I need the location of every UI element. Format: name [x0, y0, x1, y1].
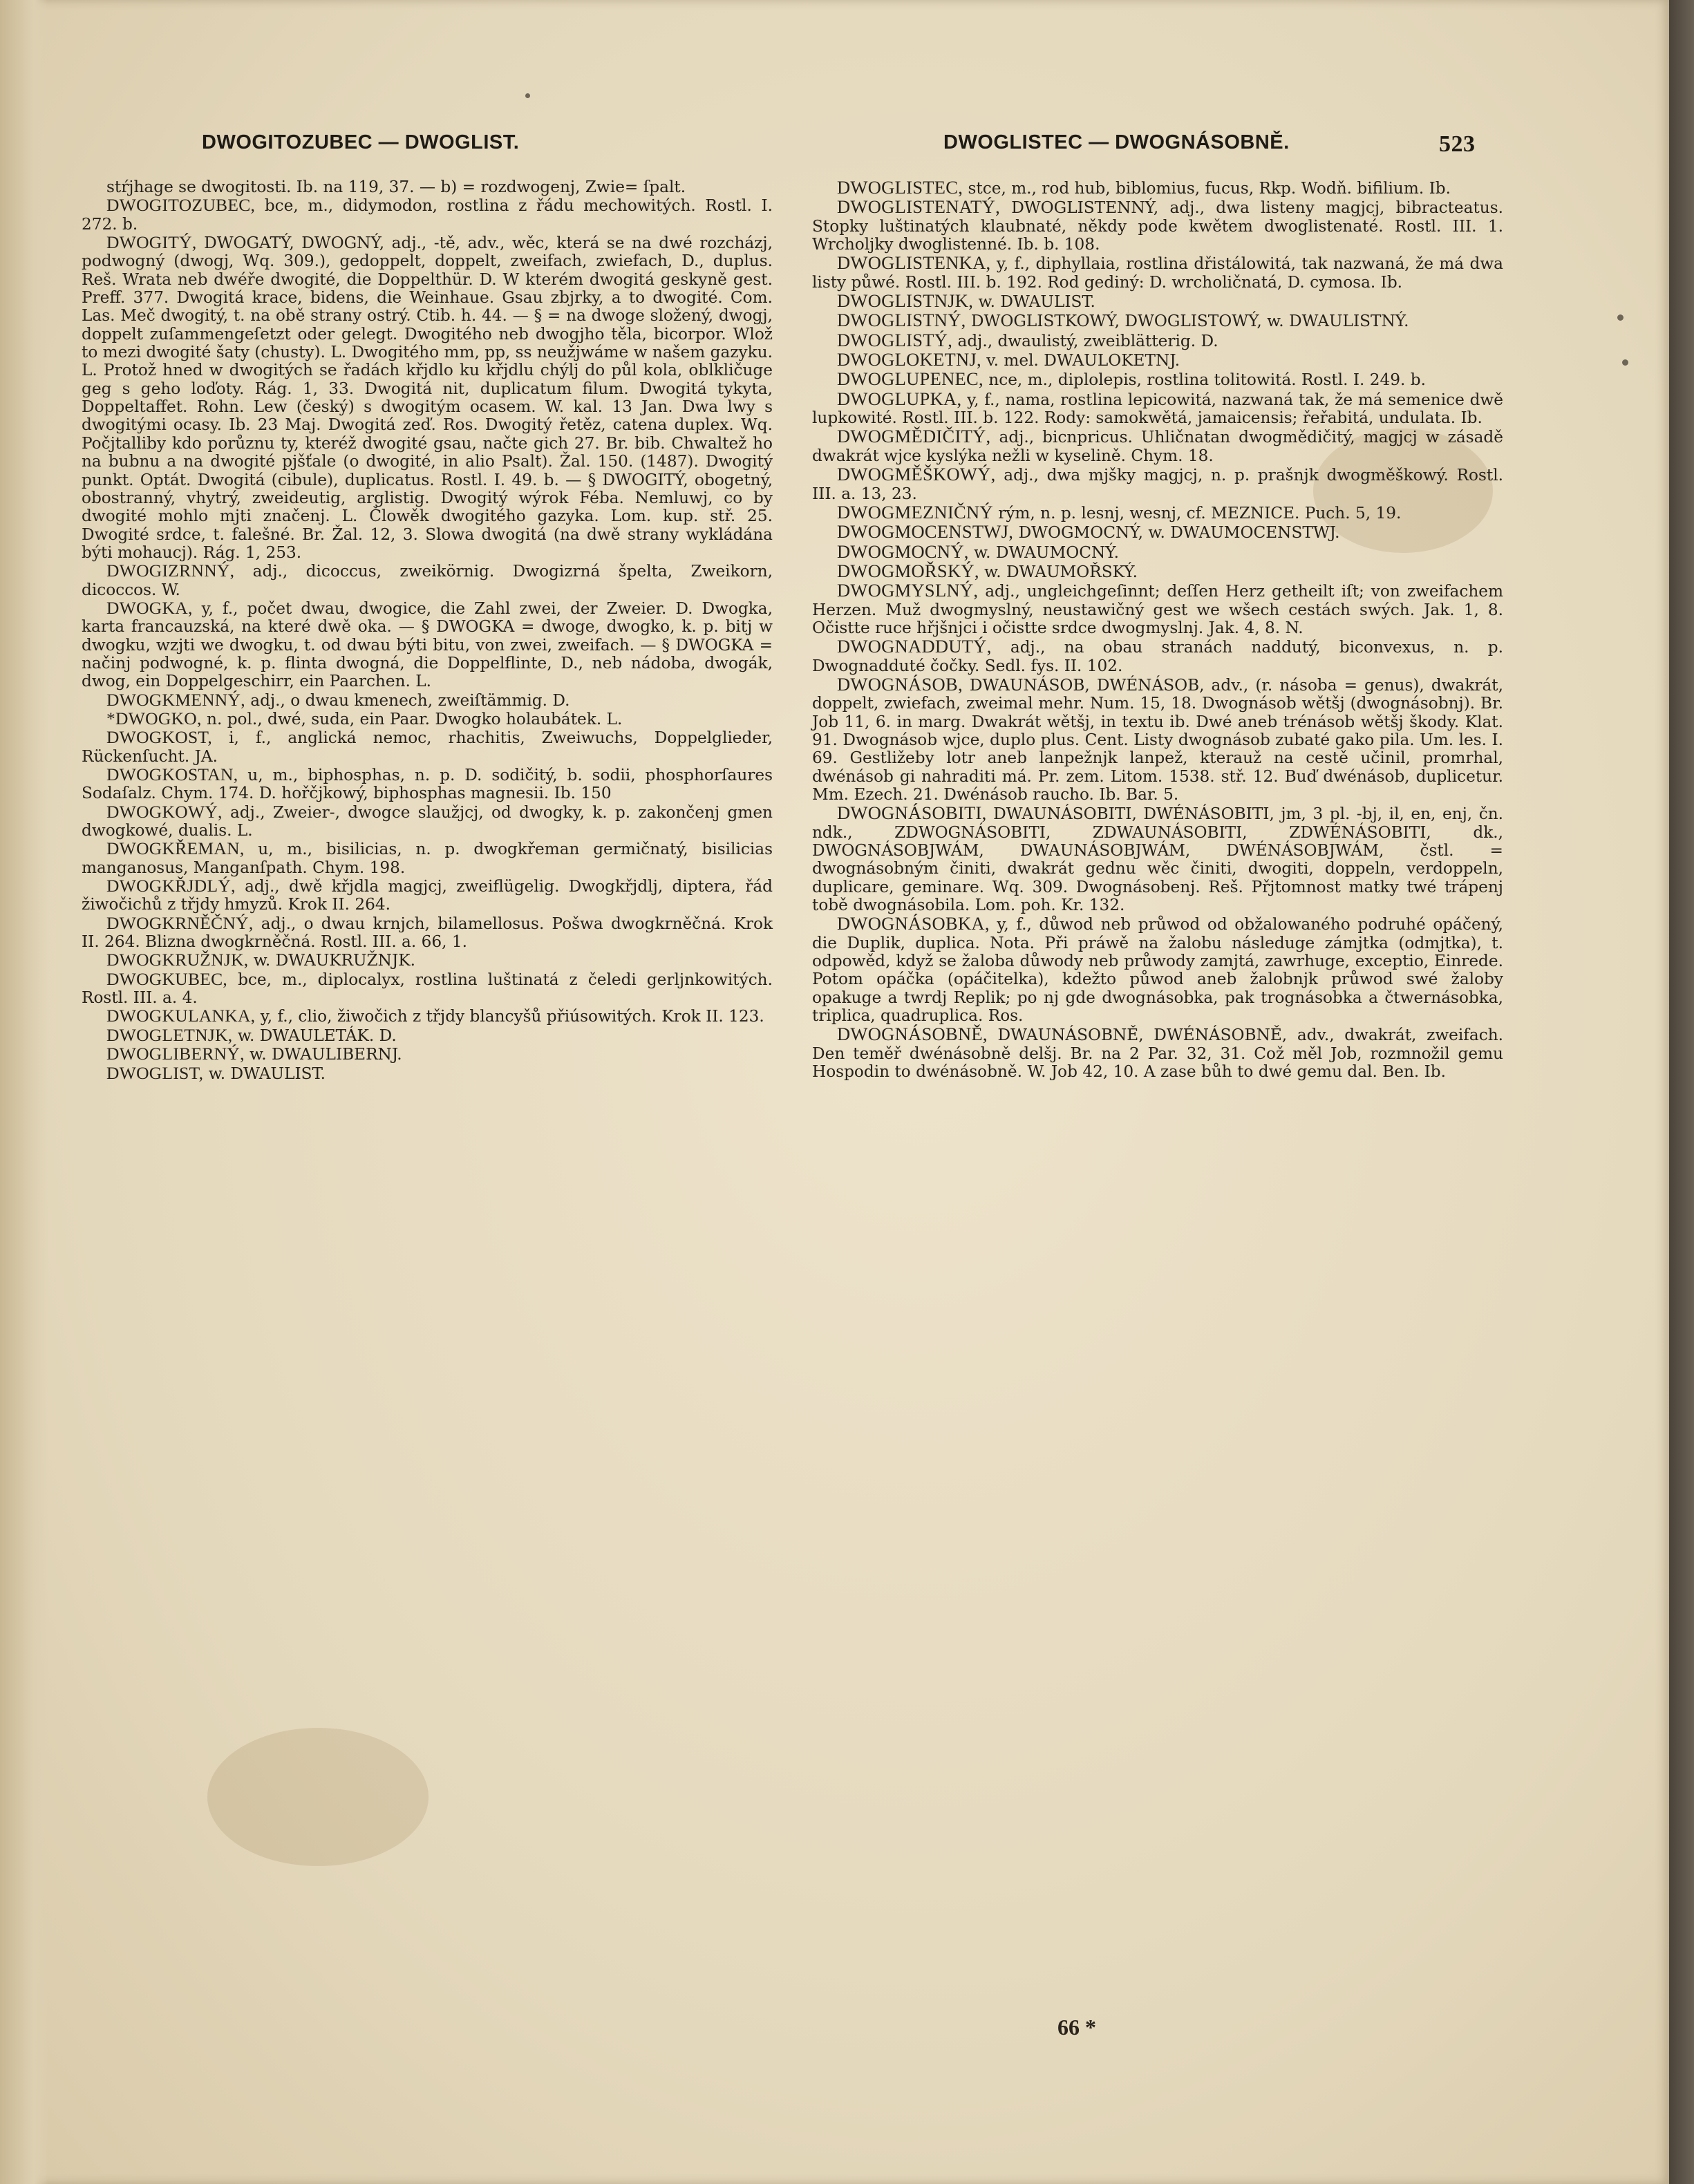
entry-text: DWOGATÝ, DWOGNÝ, adj., -tě, adv., wěc, která se na dwé rozcházj, podwogný (dwogj, Wq. 309.), gedoppelt, doppelt, zweifach, zwiefach, D., duplus. Reš. Wrata neb dwéře dwogité, die Doppelthür. D. W kterém dwogitá geskyně gest. Preff. 377. Dwogitá krace, bidens, die Weinhaue. Gsau zbjrky, a to dwogité. Com. Las. Meč dwogitý, t. na obě strany ostrý. Ctib. h. 44. — § = na dwoge složený, dwogj, doppelt zuſammengeſetzt oder gelegt. Dwogitého neb dwogjho těla, bicorpor. Wlož to mezi dwogité šaty (chusty). L. Dwogitého mm, pp, ss neužjwáme w našem gazyku. L. Protož hned w dwogitých se řadách křjdlo ku křjdlu chýlj do půl kola, oblkličuge geg s geho loďoty. Rág. 1, 33. Dwogitá nit, duplicatum filum. Dwogitá tykyta, Doppeltaffet. Rohn. Lew (český) s dwogitým ocasem. W. kal. 13 Jan. Dwa lwy s dwogitými ocasy. Ib. 23 Maj. Dwogitá zeď. Ros. Dwogitý řetěz, catena duplex. Wq. Počjtalliby kdo porůznu ty, kteréž dwogité gsau, načte gich 27. Br. bib. Chwaltež ho na bubnu a na dwogité pjšťale (o dwogité, in alio Psalt). Žal. 150. (1487). Dwogitý punkt. Optát. Dwogitá (cibule), duplicatus. Rostl. I. 49. b. — § DWOGITÝ, obogetný, obostranný, vhytrý, zweideutig, arglistig. Dwogitý wýrok Féba. Nemluwj, co by dwogité mohlo mjti značenj. L. Člowěk dwogitého gazyka. Lom. kup. stř. 25. Dwogité srdce, t. falešné. Br. Žal. 12, 3. Slowa dwogitá (na dwě strany wykládána býti mohaucj). Rág. 1, 253.: [82, 234, 773, 562]
entry-text: DWOGMOCNÝ, w. DWAUMOCENSTWJ.: [1013, 523, 1340, 543]
entry-text: nce, m., diplolepis, rostlina tolitowitá. Rostl. I. 249. b.: [983, 370, 1426, 390]
entry-text: DWOGLISTKOWÝ, DWOGLISTOWÝ, w. DWAULISTNÝ.: [966, 312, 1409, 331]
dictionary-entry: [82, 970, 773, 1008]
headword: DWOGITOZUBEC,: [106, 195, 256, 216]
binding-gutter: [0, 0, 48, 2184]
dictionary-entry: [812, 523, 1503, 542]
entry-text: DWAUNÁSOB, DWÉNÁSOB, adv., (r. násoba = genus), dwakrát, doppelt, zwiefach, zweimal mehr. Num. 15, 18. Dwognásob wětšj (dwognásobnj). Br. Job 11, 6. in marg. Dwakrát wětšj, in textu ib. Dwé aneb trénásob wětšj škody. Klat. 91. Dwognásob wjce, duplo plus. Cent. Listy dwognásob zubaté gako pila. Um. les. I. 69. Gestližeby lotr aneb lanpežnjk lanpež, kterauž na cestě učinil, promrhal, dwénásob gi nahraditi má. Pr. zem. Litom. 1538. stř. 12. Buď dwénásob, duplicetur. Mm. Ezech. 21. Dwénásob raucho. Ib. Bar. 5.: [812, 675, 1503, 804]
entry-text: DWAUNÁSOBNĚ, DWÉNÁSOBNĚ, adv., dwakrát, zweifach. Den teměř dwénásobně delšj. Br. na 2 Par. 32, 31. Což měl Job, rozmnožil gemu Hospodin to dwénásobně. W. Job 42, 10. A zase bůh to dwé gemu dal. Ben. Ib.: [812, 1026, 1503, 1082]
running-header-left: DWOGITOZUBEC — DWOGLIST.: [202, 131, 520, 153]
dictionary-entry: [812, 562, 1503, 581]
dictionary-entry: [82, 914, 773, 952]
paper-speck: [1622, 359, 1628, 366]
entry-text: w. DWAUKRUŽNJK.: [248, 951, 415, 970]
entry-text: w. DWAULIBERNJ.: [244, 1045, 402, 1064]
entry-text: n. pol., dwé, suda, ein Paar. Dwogko holaubátek. L.: [201, 709, 623, 728]
headword: DWOGNÁSOB,: [837, 673, 963, 695]
entry-text: i, f., anglická nemoc, rhachitis, Zweiwuchs, Doppelglieder, Rückenſucht. JA.: [82, 728, 773, 766]
headword: DWOGLOKETNJ,: [837, 349, 981, 370]
dictionary-entry: [812, 581, 1503, 637]
headword: DWOGMEZNIČNÝ: [837, 501, 993, 523]
paper-stain: [207, 1728, 429, 1866]
entry-text: stce, m., rod hub, biblomius, fucus, Rkp. Wodň. bifilium. Ib.: [963, 179, 1451, 198]
headword: DWOGNADDUTÝ,: [837, 636, 992, 657]
headword: DWOGLISTENKA,: [837, 252, 991, 274]
dictionary-entry: [82, 691, 773, 710]
headword: *DWOGKO,: [106, 708, 202, 728]
headword: DWOGLIBERNÝ,: [106, 1044, 245, 1064]
signature-mark: 66 *: [1057, 2015, 1096, 2040]
dictionary-entry: [82, 196, 773, 234]
headword: DWOGKOSTAN,: [106, 764, 238, 784]
right-column: [812, 178, 1503, 1082]
dictionary-entry: [82, 877, 773, 914]
headword: DWOGMOŘSKÝ,: [837, 560, 979, 581]
headword: DWOGKA,: [106, 597, 193, 618]
headword: DWOGKRNĚČNÝ,: [106, 912, 254, 933]
entry-text: u, m., biphosphas, n. p. D. sodičitý, b. sodii, phosphorſaures Sodaſalz. Chym. 174. D. hořčjkowý, biphosphas magnesii. Ib. 150: [82, 766, 773, 803]
entry-text: u, m., bisilicias, n. p. dwogkřeman germičnatý, bisilicias manganosus, Manganſpath. Chym. 198.: [82, 840, 773, 877]
dictionary-entry: [812, 331, 1503, 350]
entry-text: DWOGLISTENNÝ, adj., dwa listeny magjcj, bibracteatus. Stopky luštinatých klaubnaté, někdy pode kwětem dwoglistenaté. Rostl. III. 1. Wrcholjky dwoglistenné. Ib. b. 108.: [812, 198, 1503, 254]
paper-speck: [1617, 314, 1624, 321]
entry-text: adj., o dwau kmenech, zweiſtämmig. D.: [245, 690, 570, 710]
dictionary-entry: [812, 675, 1503, 804]
headword: DWOGLETNJK,: [106, 1024, 233, 1045]
dictionary-entry: [82, 599, 773, 691]
headword: DWOGLUPKA,: [837, 388, 962, 409]
entry-text: y, f., důwod neb průwod od obžalowaného podruhé opáčený, die Duplik, duplica. Nota. Při práwě na žalobu následuge zámjtka (odmjtka), t. odpowěd, když se žaloba důwody neb průwody zamjtá, zawrhuge, exceptio, Einrede. Potom opáčka (opáčitelka), kdežto půwod aneb žalobnjk průwod swé žaloby opakuge a twrdj Replik; po nj gde dwognásobka, pak trognásobka a čtwernásobka, triplica, quadruplica. Ros.: [812, 915, 1503, 1026]
entry-text: w. DWAULETÁK. D.: [232, 1026, 397, 1045]
headword: DWOGKULANKA,: [106, 1006, 256, 1026]
dictionary-entry: [812, 804, 1503, 914]
entry-text: w. DWAUMOŘSKÝ.: [979, 562, 1138, 581]
dictionary-entry: [82, 1064, 773, 1083]
headword: DWOGKRUŽNJK,: [106, 950, 249, 970]
dictionary-entry: [82, 234, 773, 562]
dictionary-entry: [812, 350, 1503, 370]
headword: DWOGKŘEMAN,: [106, 838, 245, 859]
headword: DWOGNÁSOBITI,: [837, 802, 987, 824]
running-header-right: DWOGLISTEC — DWOGNÁSOBNĚ.: [943, 131, 1290, 153]
headword: DWOGKMENNÝ,: [106, 689, 245, 710]
headword: DWOGNÁSOBKA,: [837, 913, 990, 934]
dictionary-entry: [82, 1026, 773, 1045]
entry-text: stŕjhage se dwogitosti. Ib. na 119, 37. — b) = rozdwogenj, Zwie= ſpalt.: [106, 178, 686, 196]
headword: DWOGLIST,: [106, 1062, 204, 1083]
entry-text: w. DWAULIST.: [973, 292, 1095, 312]
dictionary-entry: [82, 803, 773, 840]
dictionary-entry: [82, 1045, 773, 1064]
dictionary-entry: [82, 951, 773, 970]
entry-text: adj., dwaulistý, zweiblätterig. D.: [952, 331, 1218, 350]
left-column: [82, 178, 773, 1083]
dictionary-entry: [812, 178, 1503, 198]
entry-text: v. mel. DWAULOKETNJ.: [981, 351, 1180, 370]
dictionary-entry: [82, 562, 773, 599]
dictionary-entry: [812, 1025, 1503, 1081]
entry-text: adj., dicoccus, zweikörnig. Dwogizrná špelta, Zweikorn, dicoccos. W.: [82, 562, 773, 599]
headword: DWOGKOST,: [106, 727, 213, 748]
entry-text: bce, m., didymodon, rostlina z řádu mechowitých. Rostl. I. 272. b.: [82, 196, 773, 234]
headword: DWOGITÝ,: [106, 232, 197, 253]
headword: DWOGNÁSOBNĚ,: [837, 1024, 988, 1045]
page-number: 523: [1439, 131, 1476, 157]
headword: DWOGMĚŠKOWÝ,: [837, 464, 996, 485]
headword: DWOGKŘJDLÝ,: [106, 876, 236, 896]
entry-text: adj., dwa mjšky magjcj, n. p. prašnjk dwogměškowý. Rostl. III. a. 13, 23.: [812, 466, 1503, 503]
dictionary-entry: [812, 311, 1503, 330]
headword: DWOGLISTNJK,: [837, 290, 974, 312]
dictionary-entry: [812, 503, 1503, 523]
dictionary-entry: [812, 637, 1503, 675]
dictionary-entry: [812, 427, 1503, 465]
dictionary-entry: [82, 710, 773, 728]
headword: DWOGMĚDIČITÝ,: [837, 426, 991, 447]
headword: DWOGKUBEC,: [106, 968, 228, 989]
entry-text: adj., Zweier-, dwogce slaužjcj, od dwogky, k. p. zakončenj gmen dwogkowé, dualis. L.: [82, 802, 773, 840]
headword: DWOGLISTÝ,: [837, 329, 953, 350]
entry-text: y, f., clio, žiwočich z třjdy blancyšů přiúsowitých. Krok II. 123.: [255, 1007, 764, 1026]
entry-text: y, f., nama, rostlina lepicowitá, nazwaná tak, že má semenice dwě lupkowité. Rostl. III. b. 122. Rody: samokwětá, jamaicensis; řeřabitá, undulata. Ib.: [812, 390, 1503, 428]
headword: DWOGMOCNÝ,: [837, 540, 969, 562]
dictionary-entry: [812, 198, 1503, 254]
dictionary-entry: [812, 540, 1503, 562]
entry-text: adj., dwě křjdla magjcj, zweiflügelig. Dwogkřjdlj, diptera, řád žiwočichů z třjdy hmyzů. Krok II. 264.: [82, 877, 773, 914]
entry-text: w. DWAULIST.: [203, 1064, 326, 1083]
entry-text: DWAUNÁSOBITI, DWÉNÁSOBITI, jm, 3 pl. -bj, il, en, enj, čn. ndk., ZDWOGNÁSOBITI, ZDWAUNÁSOBITI, ZDWÉNÁSOBITI, dk., DWOGNÁSOBJWÁM, DWAUNÁSOBJWÁM, DWÉNÁSOBJWÁM, čstl. = dwognásobným činiti, dwakrát gednu wěc činiti, dwogiti, doppeln, verdoppeln, duplicare, geminare. Wq. 309. Dwognásobenj. Reš. Přjtomnost matky twé trápenj tobě dwognásobila. Lom. poh. Kr. 132.: [812, 804, 1503, 915]
headword: DWOGLISTNÝ,: [837, 310, 966, 331]
headword: DWOGMYSLNÝ,: [837, 580, 979, 601]
paper-speck: [525, 93, 530, 98]
headword: DWOGIZRNNÝ,: [106, 561, 235, 581]
entry-text: y, f., diphyllaia, rostlina dřistálowitá, tak nazwaná, že má dwa listy půwé. Rostl. III. b. 192. Rod gediný: D. wrcholičnatá, D. cymosa. Ib.: [812, 254, 1503, 292]
dictionary-entry: [812, 254, 1503, 292]
entry-text: adj., na obau stranách naddutý, biconvexus, n. p. Dwognadduté čočky. Sedl. fys. II. 102.: [812, 638, 1503, 675]
headword: DWOGMOCENSTWJ,: [837, 521, 1014, 543]
entry-text: adj., o dwau krnjch, bilamellosus. Pošwa dwogkrněčná. Krok II. 264. Blizna dwogkrněčná. Rostl. III. a. 66, 1.: [82, 914, 773, 952]
headword: DWOGKOWÝ,: [106, 801, 223, 822]
dictionary-entry: [812, 292, 1503, 311]
headword: DWOGLISTENATÝ,: [837, 196, 1001, 218]
entry-text: w. DWAUMOCNÝ.: [968, 543, 1119, 562]
dictionary-entry: [82, 1007, 773, 1026]
headword: DWOGLUPENEC,: [837, 368, 984, 390]
entry-text: bce, m., diplocalyx, rostlina luštinatá z čeledi gerljnkowitých. Rostl. III. a. 4.: [82, 970, 773, 1008]
dictionary-entry: [82, 728, 773, 766]
dictionary-entry: [812, 370, 1503, 389]
dictionary-entry: [812, 465, 1503, 503]
entry-text: rým, n. p. lesnj, wesnj, cf. MEZNICE. Puch. 5, 19.: [992, 503, 1402, 523]
dictionary-entry: [82, 840, 773, 877]
entry-text: y, f., počet dwau, dwogice, die Zahl zwei, der Zweier. D. Dwogka, karta francauzská, na které dwě oka. — § DWOGKA = dwoge, dwogko, k. p. bitj w dwogku, wzjti we dwogku, t. od dwau býti bitu, von zwei, zweifach. — § DWOGKA = načinj podwogné, k. p. flinta dwogná, die Doppelflinte, D., neb nádoba, dwogák, dwog, ein Doppelgeschirr, ein Paarchen. L.: [82, 599, 773, 691]
dictionary-entry: [82, 766, 773, 803]
dictionary-entry: [812, 914, 1503, 1025]
dictionary-entry: [82, 178, 773, 196]
headword: DWOGLISTEC,: [837, 177, 963, 198]
entry-text: adj., bicnpricus. Uhličnatan dwogmědičitý, magjcj w zásadě dwakrát wjce kyslýka nežli w kyselině. Chym. 18.: [812, 428, 1503, 465]
page-edge: [1669, 0, 1694, 2184]
dictionary-entry: [812, 390, 1503, 428]
entry-text: adj., ungleichgeſinnt; deſſen Herz getheilt iſt; von zweifachem Herzen. Muž dwogmyslný, neustawičný gest we wšech cestách swých. Jak. 1, 8. Očistte ruce hřjšnjci i očistte srdce dwogmyslnj. Jak. 4, 8. N.: [812, 582, 1503, 637]
